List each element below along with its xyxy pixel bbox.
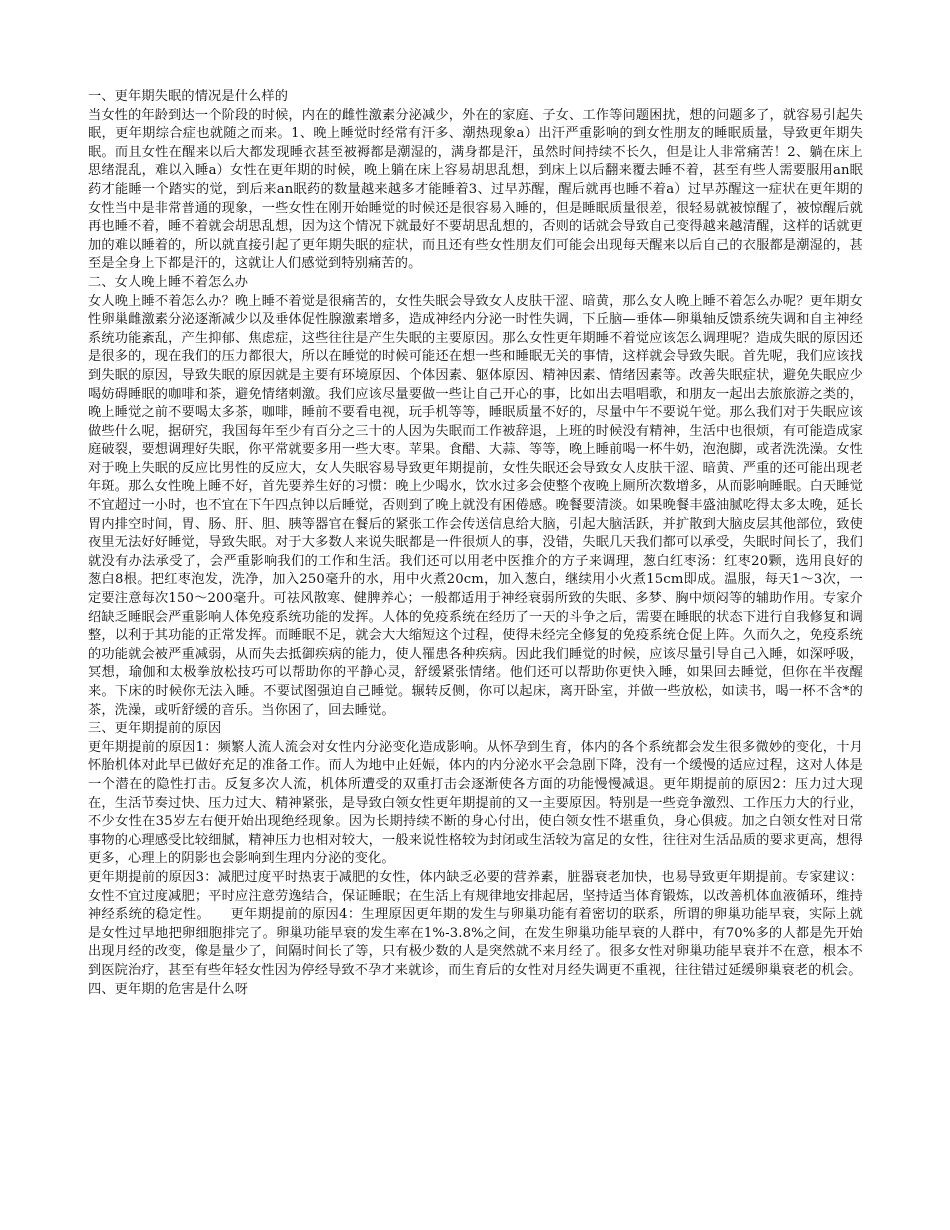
section-heading-1: 一、更年期失眠的情况是什么样的 [88,89,289,104]
section-heading-2: 二、女人晚上睡不着怎么办 [88,274,249,290]
section-paragraph-2: 女人晚上睡不着怎么办？晚上睡不着觉是很痛苦的，女性失眠会导致女人皮肤干涩、暗黄，那么女人晚上睡不着怎么办呢？更年期女性卵巢雌激素分泌逐渐减少以及垂体促性腺激素增多，造成神经内分泌一时性失调，下丘脑—垂体—卵巢轴反馈系统失调和自主神经系统功能紊乱，产生抑郁、焦虑症，这些往往是产生失眠的主要原因。那么女性更年期睡不着觉应该怎么调理呢？造成失眠的原因还是很多的，现在我们的压力都很大，所以在睡觉的时候可能还在想一些和睡眠无关的事情，这样就会导致失眠。首先呢，我们应该找到失眠的原因，导致失眠的原因就是主要有环境原因、个体因素、躯体原因、精神因素、情绪因素等。改善失眠症状，避免失眠应少喝妨碍睡眠的咖啡和茶，避免情绪刺激。我们应该尽量要做一些让自己开心的事，比如出去唱唱歌，和朋友一起出去旅旅游之类的，晚上睡觉之前不要喝太多茶，咖啡，睡前不要看电视，玩手机等等，睡眠质量不好的，尽量中午不要说午觉。那么我们对于失眠应该做些什么呢，据研究，我国每年至少有百分之三十的人因为失眠而工作被辞退，上班的时候没有精神，生活中也很烦，有可能造成家庭破裂，要想调理好失眠，你平常就要多用一些大枣。苹果。食醋、大蒜、等等，晚上睡前喝一杯牛奶，泡泡脚，或者洗洗澡。女性对于晚上失眠的反应比男性的反应大，女人失眠容易导致更年期提前，女性失眠还会导致女人皮肤干涩、暗黄、严重的还可能出现老年斑。那么女性晚上睡不好，首先要养生好的习惯：晚上少喝水，饮水过多会使整个夜晚上厕所次数增多，从而影响睡眠。白天睡觉不宜超过一小时，也不宜在下午四点钟以后睡觉，否则到了晚上就没有困倦感。晚餐要清淡。如果晚餐丰盛油腻吃得太多太晚，延长胃内排空时间，胃、肠、肝、胆、胰等器官在餐后的紧张工作会传送信息给大脑，引起大脑活跃，并扩散到大脑皮层其他部位，致使夜里无法好好睡觉，导致失眠。对于大多数人来说失眠都是一件很烦人的事，没错，失眠几天我们都可以承受，失眠时间长了，我们就没有办法承受了，会严重影响我们的工作和生活。我们还可以用老中医推介的方子来调理，葱白红枣汤：红枣20颗，选用良好的葱白8根。把红枣泡发，洗净，加入250毫升的水，用中火煮20cm，加入葱白，继续用小火煮15cm即成。温服，每天1～3次，一定要注意每次150～200毫升。可祛风散寒、健脾养心；一般都适用于神经衰弱所致的失眠、多梦、胸中烦闷等的辅助作用。专家介绍缺乏睡眠会严重影响人体免疫系统功能的发挥。人体的免疫系统在经历了一天的斗争之后，需要在睡眠的状态下进行自我修复和调整，以利于其功能的正常发挥。而睡眠不足，就会大大缩短这个过程，使得未经完全修复的免疫系统仓促上阵。久而久之，免疫系统的功能就会被严重减弱，从而失去抵御疾病的能力，使人罹患各种疾病。因此我们睡觉的时候，应该尽量引导自己入睡，如深呼吸，冥想，瑜伽和太极拳放松技巧可以帮助你的平静心灵，舒缓紧张情绪。他们还可以帮助你更快入睡，如果回去睡觉，但你在半夜醒来。下床的时候你无法入睡。不要试图强迫自己睡觉。辗转反侧，你可以起床，离开卧室，并做一些放松，如读书，喝一杯不含*的茶，洗澡，或听舒缓的音乐。当你困了，回去睡觉。 [88,293,863,718]
section-heading-3: 三、更年期提前的原因 [88,721,222,737]
section-paragraph-3b: 更年期提前的原因3：减肥过度平时热衷于减肥的女性，体内缺乏必要的营养素，脏器衰老加快，也易导致更年期提前。专家建议：女性不宜过度减肥；平时应注意劳逸结合，保证睡眠；在生活上有规律地安排起居，坚持适当体育锻炼，以改善机体血液循环，维持神经系统的稳定性。 更年期提前的原因4：生理原因更年期的发生与卵巢功能有着密切的联系，所谓的卵巢功能早衰，实际上就是女性过早地把卵细胞排完了。卵巢功能早衰的发生率在1%-3.8%之间，在发生卵巢功能早衰的人群中，有70%多的人都是先开始出现月经的改变，像是量少了，间隔时间长了等，只有极少数的人是突然就不来月经了。很多女性对卵巢功能早衰并不在意，根本不到医院治疗，甚至有些年轻女性因为停经导致不孕才来就诊，而生育后的女性对月经失调更不重视，往往错过延缓卵巢衰老的机会。 [88,869,863,978]
document-page [88,88,863,999]
section-heading-4: 四、更年期的危害是什么呀 [88,981,249,997]
section-paragraph-3a: 更年期提前的原因1：频繁人流人流会对女性内分泌变化造成影响。从怀孕到生育，体内的各个系统都会发生很多微妙的变化，十月怀胎机体对此早已做好充足的准备工作。而人为地中止妊娠，体内的内分泌水平会急剧下降，没有一个缓慢的适应过程，这对人体是一个潜在的隐性打击。反复多次人流，机体所遭受的双重打击会逐渐使各方面的功能慢慢减退。更年期提前的原因2：压力过大现在，生活节奏过快、压力过大、精神紧张，是导致白领女性更年期提前的又一主要原因。特别是一些竞争激烈、工作压力大的行业，不少女性在35岁左右便开始出现绝经现象。因为长期持续不断的身心付出，使白领女性不堪重负，身心俱疲。加之白领女性对日常事物的心理感受比较细腻，精神压力也相对较大，一般来说性格较为封闭或生活较为富足的女性，往往对生活品质的要求更高，想得更多，心理上的阴影也会影响到生理内分泌的变化。 [88,739,863,867]
section-paragraph-1: 当女性的年龄到达一个阶段的时候，内在的雌性激素分泌减少，外在的家庭、子女、工作等问题困扰，想的问题多了，就容易引起失眠，更年期综合症也就随之而来。1、晚上睡觉时经常有汗多、潮热现象a）出汗严重影响的到女性朋友的睡眠质量，导致更年期失眠。而且女性在醒来以后大都发现睡衣甚至被褥都是潮湿的，满身都是汗，虽然时间持续不长久，但是让人非常痛苦！2、躺在床上思绪混乱，难以入睡a）女性在更年期的时候，晚上躺在床上容易胡思乱想，到床上以后翻来覆去睡不着，甚至有些人需要服用an眠药才能睡一个踏实的觉，到后来an眠药的数量越来越多才能睡着3、过早苏醒，醒后就再也睡不着a）过早苏醒这一症状在更年期的女性当中是非常普通的现象，一些女性在刚开始睡觉的时候还是很容易入睡的，但是睡眠质量很差，很轻易就被惊醒了，被惊醒后就再也睡不着，睡不着就会胡思乱想，因为这个情况下就最好不要胡思乱想的，否则的话就会导致自己变得越来越清醒，这样的话就更加的难以睡着的，所以就直接引起了更年期失眠的症状，而且还有些女性朋友们可能会出现每天醒来以后自己的衣服都是潮湿的，甚至是全身上下都是汗的，这就让人们感觉到特别痛苦的。 [88,107,863,272]
